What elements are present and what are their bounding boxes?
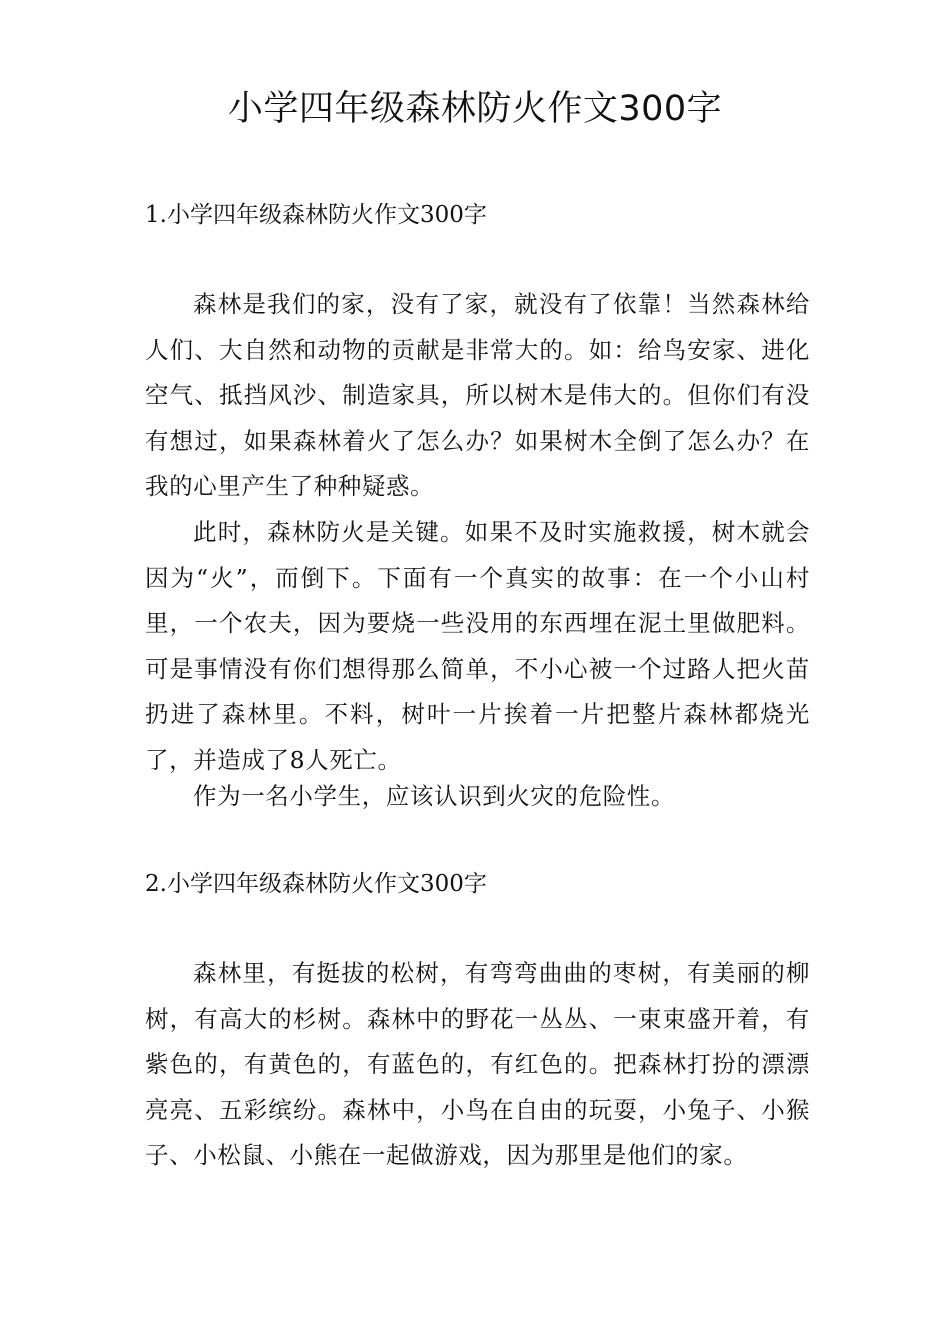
section-1-paragraph-2: 此时，森林防火是关键。如果不及时实施救援，树木就会因为“火”，而倒下。下面有一个真实的故事：在一个小山村里，一个农夫，因为要烧一些没用的东西埋在泥土里做肥料。可是事情没有你们想得那么简单，不小心被一个过路人把火苗扔进了森林里。不料，树叶一片挨着一片把整片森林都烧光了，并造成了8人死亡。 xyxy=(145,518,810,774)
section-1-paragraph-3: 作为一名小学生，应该认识到火灾的危险性。 xyxy=(193,782,675,810)
section-1-heading: 1.小学四年级森林防火作文300字 xyxy=(145,202,487,228)
section-2-heading: 2.小学四年级森林防火作文300字 xyxy=(145,871,487,897)
section-1-paragraph-1: 森林是我们的家，没有了家，就没有了依靠！当然森林给人们、大自然和动物的贡献是非常大的。如：给鸟安家、进化空气、抵挡风沙、制造家具，所以树木是伟大的。但你们有没有想过，如果森林着火了怎么办？如果树木全倒了怎么办？在我的心里产生了种种疑惑。 xyxy=(145,290,810,501)
section-2-paragraph-1: 森林里，有挺拔的松树，有弯弯曲曲的枣树，有美丽的柳树，有高大的杉树。森林中的野花一丛丛、一束束盛开着，有紫色的，有黄色的，有蓝色的，有红色的。把森林打扮的漂漂亮亮、五彩缤纷。森林中，小鸟在自由的玩耍，小兔子、小猴子、小松鼠、小熊在一起做游戏，因为那里是他们的家。 xyxy=(145,959,810,1170)
document-title: 小学四年级森林防火作文300字 xyxy=(227,89,723,129)
